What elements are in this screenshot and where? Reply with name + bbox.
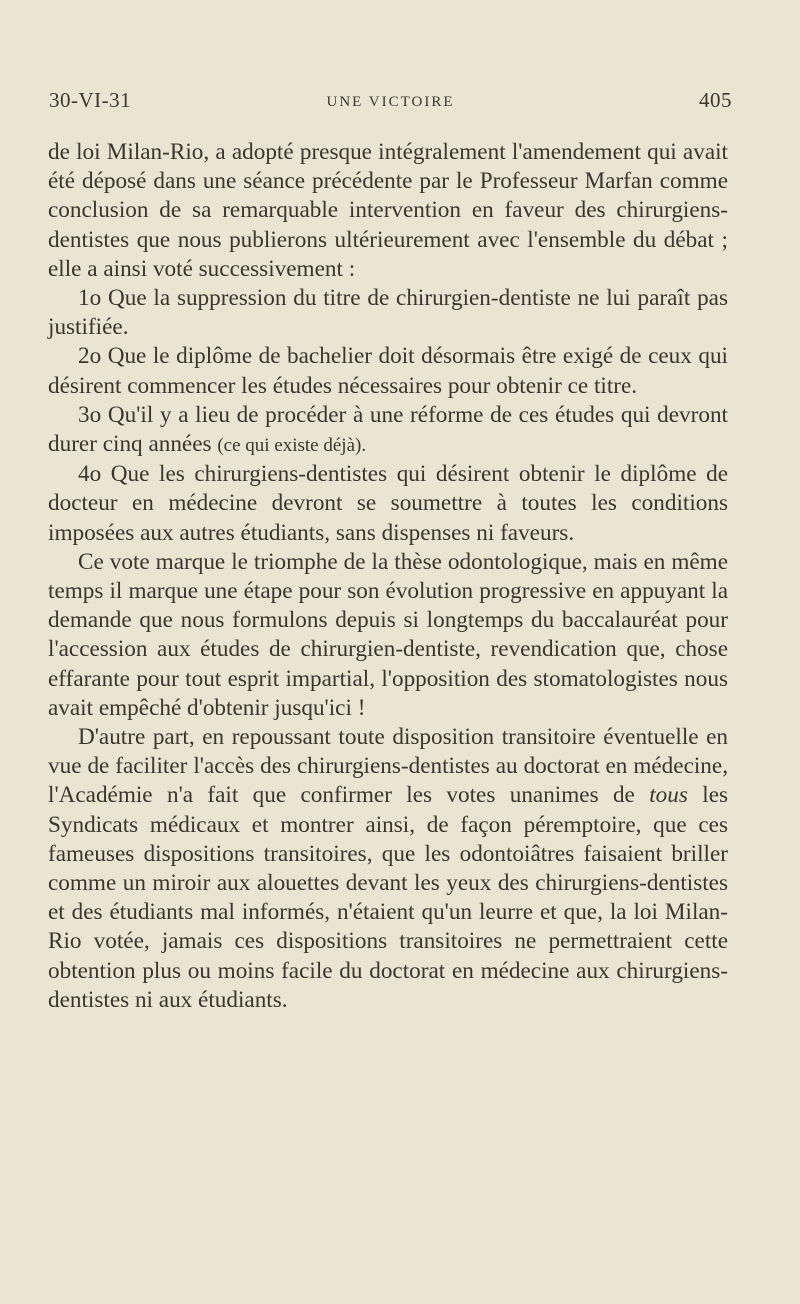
list-item-3 [48,401,728,460]
header-date: 30-VI-31 [49,88,132,112]
paragraph-vote: Ce vote marque le triomphe de la thèse odontologique, mais en même temps il marque une étape pour son évolution progressive en appuyant la demande que nous formulons depuis si longtemps du baccalauréat pour l'accession aux études de chirurgien-dentiste, revendication que, chose effarante pour tout esprit impartial, l'opposition des stomatologistes nous avait empêché d'obtenir jusqu'ici ! [48,548,728,721]
paragraph-continuation: de loi Milan-Rio, a adopté presque intégralement l'amendement qui avait été déposé dans une séance précédente par le Professeur Marfan comme conclusion de sa remarquable intervention en faveur des chirurgiens-dentistes que nous publierons ultérieurement avec l'ensemble du débat ; elle a ainsi voté successivement : [48,139,728,282]
paragraph-autre-part-start: D'autre part, en repoussant toute disposition transitoire éventuelle en vue de faciliter l'accès des chirurgiens-dentistes au doctorat en médecine, l'Académie n'a fait que confirmer les votes unanimes de [48,724,728,809]
list-item-3-text: 3o Qu'il y a lieu de procéder à une réforme de ces études qui devront durer cinq années [48,401,728,458]
list-item-1: 1o Que la suppression du titre de chirurgien-dentiste ne lui paraît pas justifiée. [48,285,728,341]
paragraph-autre-part-end: les Syndicats médicaux et montrer ainsi, de façon péremptoire, que ces fameuses dispositions transitoires, que les odontoiâtres faisaient briller comme un miroir aux alouettes devant les yeux des chirurgiens-dentistes et des étudiants mal informés, n'étaient qu'un leurre et que, la loi Milan-Rio votée, jamais ces dispositions transitoires ne permettraient cette obtention plus ou moins facile du doctorat en médecine aux chirurgiens-dentistes ni aux étudiants. [48,782,729,1013]
emphasis-tous: tous [649,782,688,809]
list-item-2: 2o Que le diplôme de bachelier doit désormais être exigé de ceux qui désirent commencer les études nécessaires pour obtenir ce titre. [48,343,728,399]
body-text [48,138,728,1015]
paragraph-autre-part [48,723,728,1015]
list-item-4: 4o Que les chirurgiens-dentistes qui désirent obtenir le diplôme de docteur en médecine devront se soumettre à toutes les conditions imposées aux autres étudiants, sans dispenses ni faveurs. [48,461,728,546]
list-item-3-note: (ce qui existe déjà). [217,435,367,457]
page-number: 405 [699,88,732,112]
header-title: UNE VICTOIRE [326,94,455,110]
running-head [49,88,732,122]
